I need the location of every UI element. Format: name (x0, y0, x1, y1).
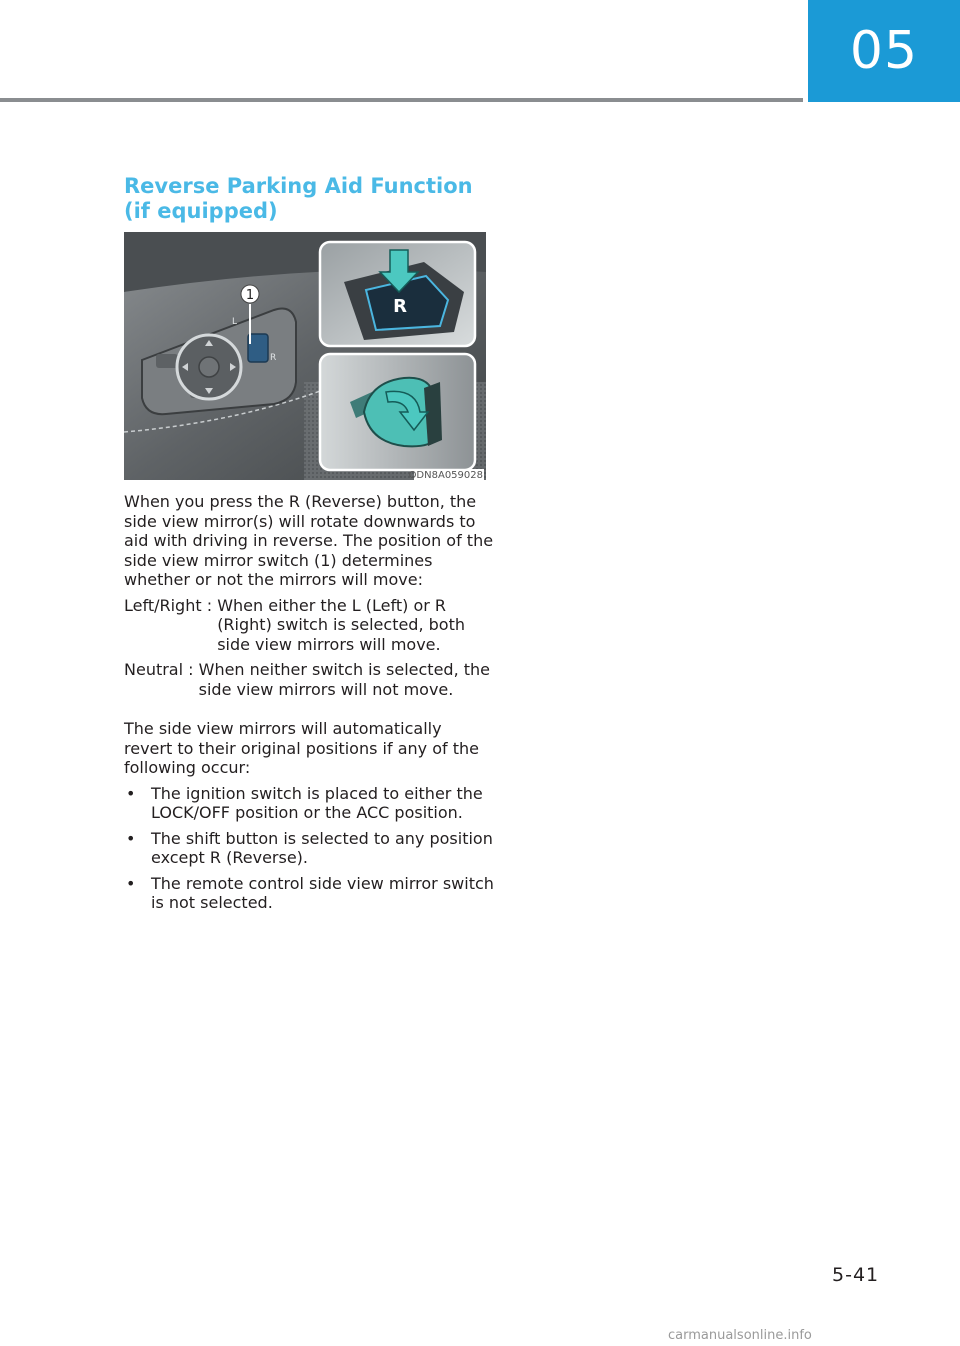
list-item-text: The shift button is selected to any position except R (Reverse). (151, 828, 493, 867)
definition-separator: : (183, 660, 199, 679)
list-item-text: The remote control side view mirror switch is not selected. (151, 873, 494, 912)
page-number: 5-41 (832, 1264, 880, 1286)
definition-item (124, 596, 494, 655)
revert-conditions-list (124, 784, 494, 913)
section-title-line-1: Reverse Parking Aid Function (124, 174, 473, 198)
definition-separator: : (201, 595, 218, 615)
mirror-switch-illustration (124, 232, 486, 480)
bullet-icon: • (126, 828, 136, 848)
section-title-line-2: (if equipped) (124, 199, 278, 223)
reverse-button-letter: R (393, 296, 407, 317)
reverse-button-inset (320, 242, 475, 346)
bullet-icon: • (126, 873, 136, 893)
switch-left-letter: L (232, 317, 238, 327)
switch-position-list (124, 596, 494, 700)
section-title (124, 174, 524, 224)
mirror-rotation-inset (320, 354, 475, 470)
list-item (124, 874, 494, 913)
definition-term: Left/Right (124, 595, 202, 615)
definition-description: When either the L (Left) or R (Right) switch is selected, both side view mirrors will move. (217, 595, 465, 654)
header-rule (0, 98, 803, 102)
definition-description: When neither switch is selected, the side view mirrors will not move. (198, 660, 491, 699)
definition-term: Neutral (124, 660, 184, 679)
switch-right-letter: R (270, 353, 277, 363)
definition-item (124, 660, 494, 699)
bullet-icon: • (126, 783, 136, 803)
list-item (124, 784, 494, 823)
image-code: ODN8A059028 (408, 470, 483, 480)
body-text (124, 492, 494, 919)
watermark: carmanualsonline.info (668, 1328, 812, 1343)
chapter-tab: 05 (808, 0, 960, 102)
list-item (124, 829, 494, 868)
intro-paragraph: When you press the R (Reverse) button, the side view mirror(s) will rotate downwards to aid with driving in reverse. The position of the side view mirror switch (1) determines whether or not the mirrors will move: (124, 492, 494, 589)
revert-paragraph: The side view mirrors will automatically revert to their original positions if any of the following occur: (124, 719, 479, 777)
list-item-text: The ignition switch is placed to either the LOCK/OFF position or the ACC position. (151, 783, 483, 822)
callout-number: 1 (245, 288, 255, 303)
